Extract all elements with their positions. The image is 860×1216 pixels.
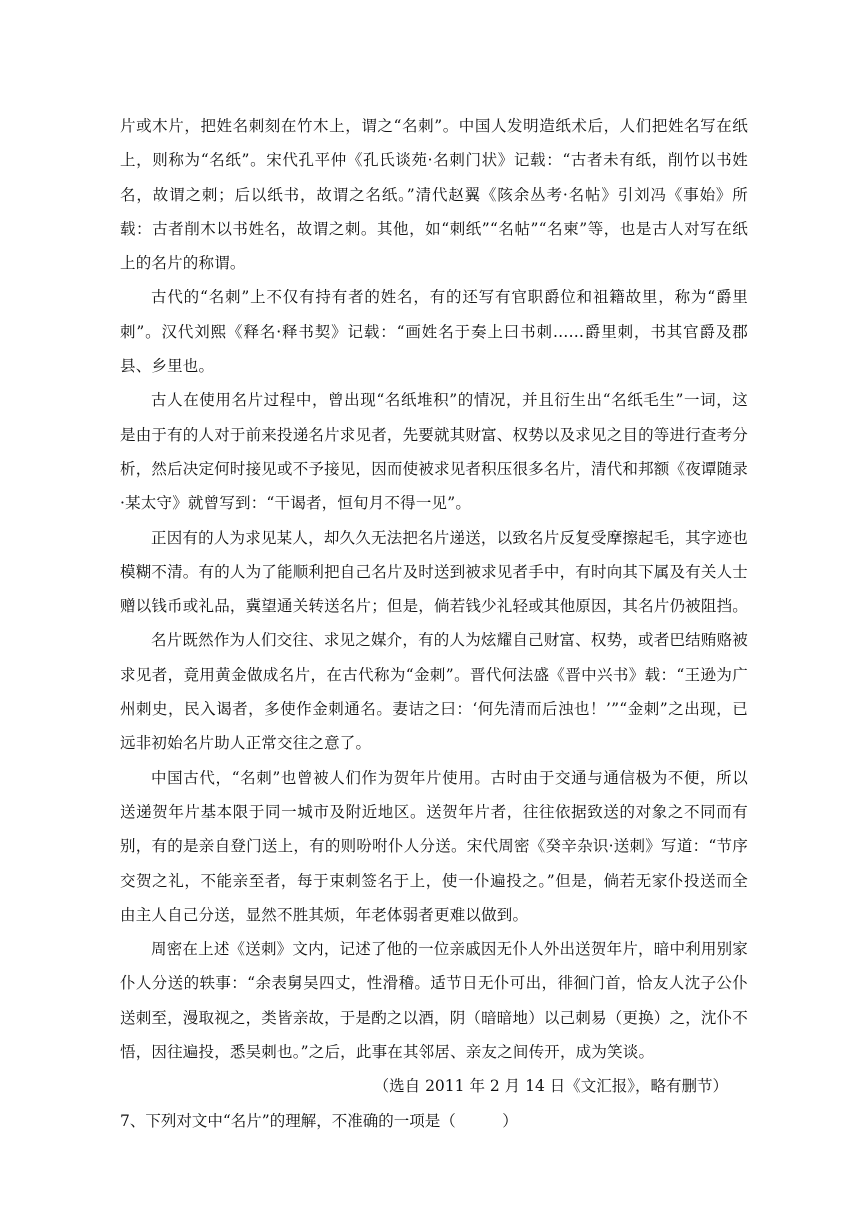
- paragraph-name-card-blocked: 正因有的人为求见某人，却久久无法把名片递送，以致名片反复受摩擦起毛，其字迹也模糊不清。有的人为了能顺利把自己名片及时送到被求见者手中，有时向其下属及有关人士赠以钱币或礼品，冀望通关转送名片；但是，倘若钱少礼轻或其他原因，其名片仍被阻挡。: [120, 528, 749, 616]
- paragraph-continuation: 片或木片，把姓名刺刻在竹木上，谓之“名刺”。中国人发明造纸术后，人们把姓名写在纸上，则称为“名纸”。宋代孔平仲《孔氏谈苑·名刺门状》记载：“古者未有纸，削竹以书姓名，故谓之刺；后以纸书，故谓之名纸。”清代赵翼《陔余丛考·名帖》引刘冯《事始》所载：古者削木以书姓名，故谓之刺。其他，如“刺纸”“名帖”“名柬”等，也是古人对写在纸上的名片的称谓。: [120, 117, 748, 273]
- paragraph-song-ci-anecdote: 周密在上述《送刺》文内，记述了他的一位亲戚因无仆人外出送贺年片，暗中利用别家仆人分送的轶事：“余表舅吴四丈，性滑稽。适节日无仆可出，徘徊门首，恰友人沈子公仆送刺至，漫取视之，类皆亲故，于是酌之以酒，阴（暗暗地）以己刺易（更换）之，沈仆不悟，因往遍投，悉吴刺也。”之后，此事在其邻居、亲友之间传开，成为笑谈。: [120, 940, 749, 1062]
- paragraph-new-year-card: 中国古代，“名刺”也曾被人们作为贺年片使用。古时由于交通与通信极为不便，所以送递贺年片基本限于同一城市及附近地区。送贺年片者，往往依据致送的对象之不同而有别，有的是亲自登门送上，有的则吩咐仆人分送。宋代周密《癸辛杂识·送刺》写道：“节序交贺之礼，不能亲至者，每于束刺签名于上，使一仆遍投之。”但是，倘若无家仆投送而全由主人自己分送，显然不胜其烦，年老体弱者更难以做到。: [120, 768, 748, 924]
- paragraph-ming-zhi-dui-ji: 古人在使用名片过程中，曾出现“名纸堆积”的情况，并且衍生出“名纸毛生”一词，这是由于有的人对于前来投递名片求见者，先要就其财富、权势以及求见之目的等进行查考分析，然后决定何时接见或不予接见，因而使被求见者积压很多名片，清代和邦额《夜谭随录·某太守》就曾写到：“干谒者，恒旬月不得一见”。: [120, 391, 749, 513]
- paragraph-jue-li-ci: 古代的“名刺”上不仅有持有者的姓名，有的还写有官职爵位和祖籍故里，称为“爵里刺”。汉代刘熙《释名·释书契》记载：“画姓名于奏上曰书刺……爵里刺，书其官爵及郡县、乡里也。: [120, 288, 748, 376]
- paragraph-jin-ci: 名片既然作为人们交往、求见之媒介，有的人为炫耀自己财富、权势，或者巴结贿赂被求见者，竟用黄金做成名片，在古代称为“金刺”。晋代何法盛《晋中兴书》载：“王逊为广州刺史，民入谒者，多使作金刺通名。妻诘之曰：‘何先清而后浊也！’”“金刺”之出现，已远非初始名片助人正常交往之意了。: [120, 631, 748, 753]
- source-note: （选自 2011 年 2 月 14 日《文汇报》，略有删节）: [373, 1077, 728, 1096]
- question-7: 7、下列对文中“名片”的理解，不准确的一项是（ ）: [120, 1111, 518, 1130]
- document-page: [120, 109, 748, 1138]
